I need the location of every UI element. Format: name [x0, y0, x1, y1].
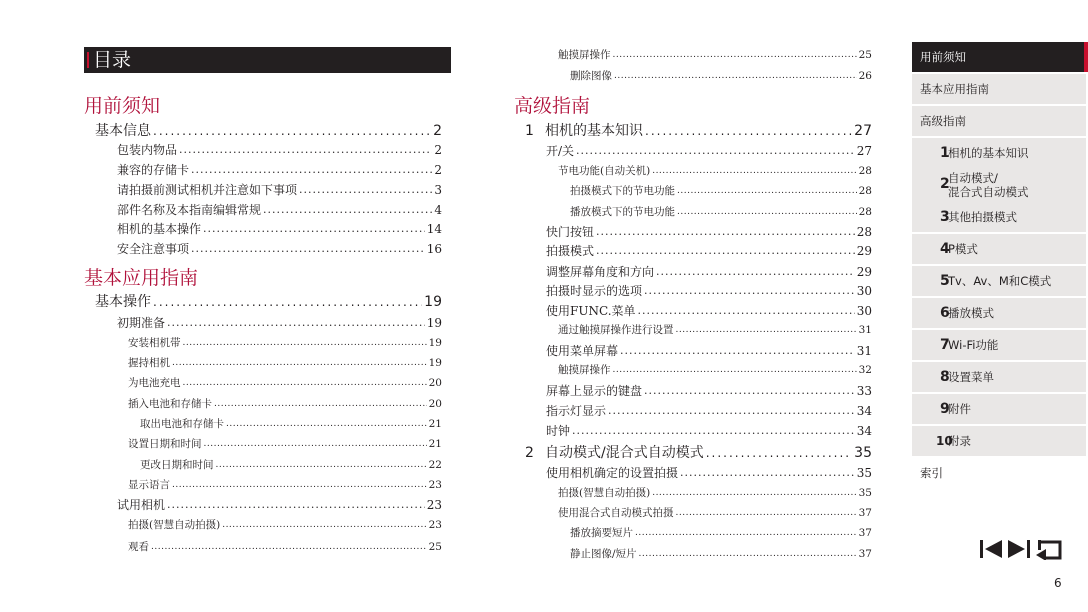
dot-leader — [680, 465, 855, 481]
dot-leader — [299, 182, 432, 198]
toc-entry-label — [117, 241, 189, 257]
toc-entry-text: 设置日期和时间 — [128, 438, 202, 450]
dot-leader — [191, 162, 432, 178]
sidebar-item-label: 高级指南 — [920, 114, 966, 128]
dot-leader — [639, 547, 857, 561]
toc-entry-label — [570, 205, 675, 219]
sidebar-item-label: 附录 — [948, 434, 971, 448]
toc-entry-text: 兼容的存储卡 — [117, 163, 190, 177]
sidebar-item-label: P模式 — [948, 242, 978, 256]
toc-entry-text: 拍摄(智慧自动拍摄) — [558, 487, 651, 499]
sidebar-item-label: Wi-Fi功能 — [948, 338, 999, 352]
toc-entry-text: 安装相机带 — [128, 337, 181, 349]
toc-entry-label — [525, 444, 704, 462]
toc-page-number: 4 — [434, 203, 442, 217]
toc-entry-label — [558, 48, 611, 62]
toc-entry-text: 使用混合式自动模式拍摄 — [558, 507, 674, 519]
toc-entry-row[interactable] — [570, 184, 872, 198]
dot-leader — [613, 48, 857, 62]
toc-entry-text: 使用菜单屏幕 — [546, 344, 619, 358]
dot-leader — [652, 486, 856, 500]
toc-entry-label — [525, 122, 643, 140]
dot-leader — [645, 122, 852, 140]
toc-entry-text: 节电功能(自动关机) — [558, 165, 651, 177]
dot-leader — [676, 506, 857, 520]
toc-entry-text: 取出电池和存储卡 — [140, 418, 224, 430]
toc-entry-row[interactable] — [546, 303, 872, 319]
toc-entry-row[interactable] — [570, 547, 872, 561]
toc-page-number: 19 — [424, 294, 442, 310]
toc-entry-row[interactable] — [140, 458, 442, 472]
toc-entry-row[interactable] — [140, 417, 442, 431]
dot-leader — [153, 122, 431, 140]
toc-entry-label — [546, 303, 636, 319]
toc-entry-text: 安全注意事项 — [117, 242, 190, 256]
dot-leader — [172, 478, 427, 492]
toc-entry-text: 拍摄模式 — [546, 244, 595, 258]
toc-entry-label — [546, 383, 642, 399]
dot-leader — [644, 383, 855, 399]
toc-page-number: 27 — [854, 123, 872, 139]
page-title: 目录 — [93, 49, 132, 71]
dot-leader — [167, 315, 425, 331]
toc-page-number: 31 — [856, 344, 872, 358]
toc-entry-text: 使用相机确定的设置拍摄 — [546, 466, 679, 480]
title-accent-stripe — [87, 52, 89, 68]
toc-chapter-row[interactable] — [95, 293, 442, 311]
toc-page-number: 21 — [428, 438, 442, 450]
sidebar-item-label: 用前须知 — [920, 50, 966, 64]
toc-entry-label — [546, 343, 618, 359]
toc-entry-row[interactable] — [117, 221, 442, 237]
toc-entry-row[interactable] — [117, 497, 442, 513]
sidebar-item[interactable] — [912, 394, 1086, 424]
toc-entry-row[interactable] — [546, 224, 872, 240]
dot-leader — [204, 437, 427, 451]
toc-entry-label — [546, 224, 594, 240]
toc-page-number: 30 — [856, 304, 872, 318]
toc-entry-text: 请拍摄前测试相机并注意如下事项 — [117, 183, 298, 197]
toc-entry-label — [117, 142, 177, 158]
toc-entry-row[interactable] — [117, 202, 442, 218]
toc-page-number: 37 — [858, 527, 872, 539]
toc-entry-text: 使用FUNC.菜单 — [546, 304, 636, 318]
toc-entry-row[interactable] — [558, 363, 872, 377]
toc-entry-row[interactable] — [128, 376, 442, 390]
dot-leader — [263, 202, 432, 218]
sidebar-item[interactable] — [912, 42, 1086, 72]
toc-page-number: 20 — [428, 398, 442, 410]
toc-entry-label — [546, 465, 678, 481]
toc-entry-label — [570, 184, 675, 198]
sidebar-item-label: Tv、Av、M和C模式 — [948, 274, 1052, 288]
toc-entry-row[interactable] — [546, 243, 872, 259]
toc-chapter-row[interactable] — [525, 444, 872, 462]
toc-entry-text: 播放摘要短片 — [570, 527, 633, 539]
toc-entry-label — [117, 202, 261, 218]
dot-leader — [203, 221, 425, 237]
toc-entry-label — [570, 526, 633, 540]
toc-entry-row[interactable] — [128, 478, 442, 492]
toc-entry-row[interactable] — [558, 164, 872, 178]
toc-entry-label — [558, 506, 674, 520]
toc-page-number: 29 — [856, 265, 872, 279]
toc-entry-text: 快门按钮 — [546, 225, 595, 239]
sidebar-item[interactable] — [912, 234, 1086, 264]
toc-entry-label — [128, 518, 220, 532]
toc-entry-row[interactable] — [117, 142, 442, 158]
toc-entry-label — [546, 423, 570, 439]
toc-entry-label — [546, 403, 606, 419]
toc-entry-row[interactable] — [558, 323, 872, 337]
sidebar-chapter-number: 1 — [940, 145, 950, 161]
toc-entry-label — [140, 458, 214, 472]
toc-entry-text: 删除图像 — [570, 70, 612, 82]
dot-leader — [183, 376, 427, 390]
toc-entry-text: 为电池充电 — [128, 377, 181, 389]
dot-leader — [656, 264, 855, 280]
toc-entry-text: 基本操作 — [95, 294, 151, 310]
sidebar-item-label: 基本应用指南 — [920, 82, 989, 96]
toc-page-number: 35 — [856, 466, 872, 480]
toc-entry-row[interactable] — [128, 397, 442, 411]
toc-page-number: 28 — [858, 185, 872, 197]
toc-chapter-row[interactable] — [95, 122, 442, 140]
sidebar-chapter-number: 2 — [940, 176, 950, 192]
dot-leader — [214, 397, 427, 411]
sidebar-item-label: 索引 — [920, 466, 943, 480]
toc-entry-text: 更改日期和时间 — [140, 459, 214, 471]
toc-chapter-row[interactable] — [525, 122, 872, 140]
dot-leader — [151, 540, 427, 554]
toc-entry-text: 相机的基本知识 — [545, 123, 643, 139]
toc-entry-label — [128, 478, 170, 492]
sidebar-item[interactable] — [912, 202, 1086, 232]
sidebar-item-label: 其他拍摄模式 — [948, 210, 1017, 224]
toc-entry-label — [558, 486, 650, 500]
dot-leader — [572, 423, 855, 439]
chapter-number: 2 — [525, 445, 534, 461]
toc-entry-row[interactable] — [558, 48, 872, 62]
dot-leader — [614, 69, 857, 83]
toc-entry-text: 自动模式/混合式自动模式 — [545, 445, 704, 461]
toc-entry-row[interactable] — [117, 241, 442, 257]
dot-leader — [216, 458, 427, 472]
toc-entry-row[interactable] — [546, 343, 872, 359]
sidebar-item[interactable] — [912, 266, 1086, 296]
toc-entry-row[interactable] — [570, 69, 872, 83]
sidebar-item[interactable] — [912, 330, 1086, 360]
sidebar-item-label-line1: 自动模式/ — [948, 171, 998, 185]
toc-entry-text: 显示语言 — [128, 479, 170, 491]
toc-entry-row[interactable] — [128, 540, 442, 554]
sidebar-item[interactable] — [912, 168, 1086, 202]
sidebar-chapter-number: 4 — [940, 241, 950, 257]
toc-entry-label — [128, 376, 181, 390]
toc-entry-text: 基本信息 — [95, 123, 151, 139]
toc-entry-label — [558, 323, 674, 337]
sidebar-item[interactable] — [912, 138, 1086, 168]
toc-page-number: 28 — [858, 206, 872, 218]
toc-entry-text: 播放模式下的节电功能 — [570, 206, 675, 218]
toc-entry-row[interactable] — [128, 518, 442, 532]
toc-page-number: 2 — [434, 143, 442, 157]
toc-entry-label — [546, 264, 654, 280]
toc-page-number: 30 — [856, 284, 872, 298]
dot-leader — [652, 164, 856, 178]
toc-entry-label — [117, 162, 189, 178]
toc-entry-text: 部件名称及本指南编辑常规 — [117, 203, 262, 217]
toc-page-number: 23 — [428, 519, 442, 531]
toc-entry-label — [128, 397, 212, 411]
toc-entry-text: 握持相机 — [128, 357, 170, 369]
toc-entry-text: 指示灯显示 — [546, 404, 607, 418]
previous-page-icon[interactable] — [980, 540, 1002, 558]
toc-entry-label — [128, 437, 202, 451]
section-heading-basic-guide: 基本应用指南 — [84, 267, 199, 289]
toc-page-number: 19 — [428, 357, 442, 369]
toc-entry-label — [95, 293, 151, 311]
toc-entry-row[interactable] — [546, 143, 872, 159]
sidebar-item-label: 附件 — [948, 402, 971, 416]
toc-entry-text: 相机的基本操作 — [117, 222, 202, 236]
toc-page-number: 25 — [428, 541, 442, 553]
dot-leader — [596, 224, 855, 240]
toc-page-number: 37 — [858, 507, 872, 519]
toc-page-number: 28 — [856, 225, 872, 239]
toc-entry-text: 调整屏幕角度和方向 — [546, 265, 655, 279]
dot-leader — [620, 343, 855, 359]
sidebar-item-label-line2: 混合式自动模式 — [948, 185, 1029, 199]
sidebar-item-label: 设置菜单 — [948, 370, 994, 384]
page-number: 6 — [1054, 576, 1062, 590]
toc-entry-row[interactable] — [128, 437, 442, 451]
toc-page-number: 19 — [426, 316, 442, 330]
toc-entry-text: 触摸屏操作 — [558, 49, 611, 61]
toc-entry-label — [117, 497, 165, 513]
toc-entry-row[interactable] — [546, 423, 872, 439]
dot-leader — [677, 205, 857, 219]
dot-leader — [644, 283, 855, 299]
dot-leader — [608, 403, 855, 419]
sidebar-chapter-number: 5 — [940, 273, 950, 289]
toc-entry-text: 拍摄时显示的选项 — [546, 284, 643, 298]
dot-leader — [576, 143, 855, 159]
toc-entry-label — [140, 417, 224, 431]
toc-entry-label — [558, 164, 650, 178]
toc-entry-row[interactable] — [128, 336, 442, 350]
sidebar-item[interactable] — [912, 362, 1086, 392]
toc-entry-row[interactable] — [558, 506, 872, 520]
toc-entry-text: 通过触摸屏操作进行设置 — [558, 324, 674, 336]
toc-entry-label — [546, 243, 594, 259]
sidebar-chapter-number: 3 — [940, 209, 950, 225]
sidebar-chapter-number: 9 — [940, 401, 950, 417]
toc-page-number: 2 — [433, 123, 442, 139]
next-page-icon[interactable] — [1008, 540, 1030, 558]
toc-page-number: 31 — [858, 324, 872, 336]
toc-entry-text: 开/关 — [546, 144, 575, 158]
toc-entry-label — [117, 221, 201, 237]
toc-entry-row[interactable] — [558, 486, 872, 500]
toc-page-number: 3 — [434, 183, 442, 197]
toc-entry-label — [128, 540, 149, 554]
dot-leader — [677, 184, 857, 198]
toc-entry-row[interactable] — [546, 403, 872, 419]
toc-page-number: 27 — [856, 144, 872, 158]
dot-leader — [226, 417, 427, 431]
toc-entry-text: 时钟 — [546, 424, 571, 438]
dot-leader — [153, 293, 422, 311]
toc-entry-row[interactable] — [546, 383, 872, 399]
toc-page-number: 28 — [858, 165, 872, 177]
toc-entry-text: 观看 — [128, 541, 149, 553]
toc-entry-text: 静止图像/短片 — [570, 548, 637, 560]
toc-entry-text: 试用相机 — [117, 498, 166, 512]
toc-entry-text: 插入电池和存储卡 — [128, 398, 212, 410]
toc-entry-label — [117, 182, 297, 198]
toc-page-number: 37 — [858, 548, 872, 560]
sidebar-item[interactable] — [912, 74, 1086, 104]
toc-page-number: 35 — [858, 487, 872, 499]
toc-page-number: 33 — [856, 384, 872, 398]
sidebar-chapter-number: 6 — [940, 305, 950, 321]
dot-leader — [172, 356, 427, 370]
toc-page-number: 23 — [426, 498, 442, 512]
section-heading-advanced-guide: 高级指南 — [514, 95, 591, 117]
dot-leader — [222, 518, 426, 532]
toc-page-number: 22 — [428, 459, 442, 471]
toc-entry-text: 触摸屏操作 — [558, 364, 611, 376]
toc-entry-text: 拍摄模式下的节电功能 — [570, 185, 675, 197]
toc-page-number: 19 — [428, 337, 442, 349]
sidebar-chapter-number: 10 — [936, 434, 953, 448]
toc-entry-row[interactable] — [570, 205, 872, 219]
toc-page-number: 32 — [858, 364, 872, 376]
return-icon[interactable] — [1036, 540, 1060, 560]
toc-page-number: 2 — [434, 163, 442, 177]
toc-entry-row[interactable] — [546, 264, 872, 280]
toc-entry-label — [117, 315, 165, 331]
sidebar-item[interactable] — [912, 298, 1086, 328]
toc-page-number: 20 — [428, 377, 442, 389]
dot-leader — [706, 444, 852, 462]
chapter-number: 1 — [525, 123, 534, 139]
dot-leader — [613, 363, 857, 377]
sidebar-item-label: 播放模式 — [948, 306, 994, 320]
toc-page-number: 26 — [858, 70, 872, 82]
toc-page-number: 14 — [426, 222, 442, 236]
sidebar-item-label: 相机的基本知识 — [948, 146, 1029, 160]
toc-page-number: 35 — [854, 445, 872, 461]
toc-entry-row[interactable] — [546, 465, 872, 481]
section-heading-before-use: 用前须知 — [84, 95, 161, 117]
sidebar-item[interactable] — [912, 106, 1086, 136]
toc-page-number: 16 — [426, 242, 442, 256]
active-indicator — [1084, 42, 1088, 72]
toc-entry-row[interactable] — [570, 526, 872, 540]
toc-page-number: 21 — [428, 418, 442, 430]
toc-entry-label — [128, 356, 170, 370]
toc-entry-label — [570, 69, 612, 83]
toc-entry-text: 初期准备 — [117, 316, 166, 330]
dot-leader — [676, 323, 857, 337]
sidebar-chapter-number: 7 — [940, 337, 950, 353]
sidebar-item[interactable] — [912, 458, 1086, 488]
toc-entry-label — [558, 363, 611, 377]
toc-entry-label — [128, 336, 181, 350]
dot-leader — [191, 241, 425, 257]
toc-entry-row[interactable] — [117, 315, 442, 331]
toc-title-bar — [84, 47, 451, 73]
toc-entry-label — [570, 547, 637, 561]
toc-entry-label — [546, 143, 574, 159]
dot-leader — [638, 303, 855, 319]
toc-page-number: 23 — [428, 479, 442, 491]
dot-leader — [183, 336, 427, 350]
page-navigation — [980, 538, 1064, 560]
dot-leader — [596, 243, 855, 259]
toc-entry-text: 拍摄(智慧自动拍摄) — [128, 519, 221, 531]
dot-leader — [635, 526, 857, 540]
toc-page-number: 29 — [856, 244, 872, 258]
toc-entry-row[interactable] — [117, 162, 442, 178]
toc-entry-text: 屏幕上显示的键盘 — [546, 384, 643, 398]
toc-entry-row[interactable] — [546, 283, 872, 299]
toc-page-number: 25 — [858, 49, 872, 61]
toc-entry-text: 包装内物品 — [117, 143, 178, 157]
sidebar-item-label — [948, 171, 1029, 199]
toc-entry-label — [95, 122, 151, 140]
sidebar-chapter-number: 8 — [940, 369, 950, 385]
dot-leader — [179, 142, 432, 158]
toc-page-number: 34 — [856, 424, 872, 438]
toc-page-number: 34 — [856, 404, 872, 418]
dot-leader — [167, 497, 425, 513]
toc-entry-row[interactable] — [117, 182, 442, 198]
sidebar-item[interactable] — [912, 426, 1086, 456]
toc-entry-row[interactable] — [128, 356, 442, 370]
toc-entry-label — [546, 283, 642, 299]
